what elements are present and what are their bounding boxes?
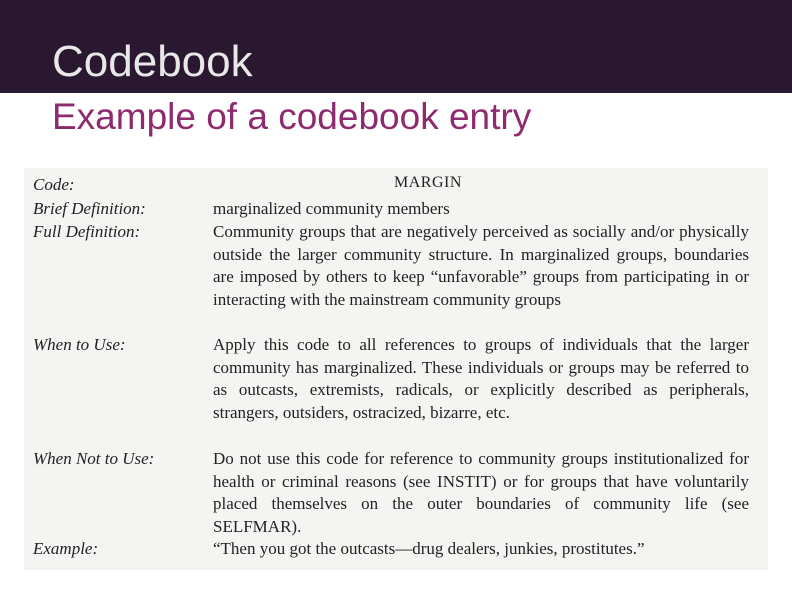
slide-title: Codebook bbox=[52, 37, 253, 86]
brief-definition-text: marginalized community members bbox=[213, 199, 450, 218]
full-definition-text: Community groups that are negatively perceived as socially and/or physically outside the larger community structure. In marginalized groups, boundaries are imposed by others to keep “unfavorable” groups from participating in or interacting with the mainstream community groups bbox=[213, 222, 749, 310]
codebook-entry-image bbox=[24, 168, 768, 570]
slide-subtitle: Example of a codebook entry bbox=[52, 96, 532, 137]
full-definition-label: Full Definition: bbox=[33, 222, 141, 241]
code-value: MARGIN bbox=[394, 174, 462, 191]
when-not-to-use-text: Do not use this code for reference to community groups institutionalized for health or criminal reasons (see INSTIT) or for groups that have voluntarily placed themselves on the outer boundaries of community life (see SELFMAR). bbox=[213, 449, 749, 537]
when-to-use-label: When to Use: bbox=[33, 335, 126, 354]
example-label: Example: bbox=[33, 539, 99, 558]
code-label: Code: bbox=[33, 175, 75, 194]
brief-definition-label: Brief Definition: bbox=[33, 199, 146, 218]
when-to-use-text: Apply this code to all references to groups of individuals that the larger community has marginalized. These individuals or groups may be referred to as outcasts, extremists, radicals, or explicitly described as peripherals, strangers, outsiders, ostracized, bizarre, etc. bbox=[213, 335, 749, 423]
example-text: “Then you got the outcasts—drug dealers, junkies, prostitutes.” bbox=[213, 539, 645, 558]
when-not-to-use-label: When Not to Use: bbox=[33, 449, 155, 468]
